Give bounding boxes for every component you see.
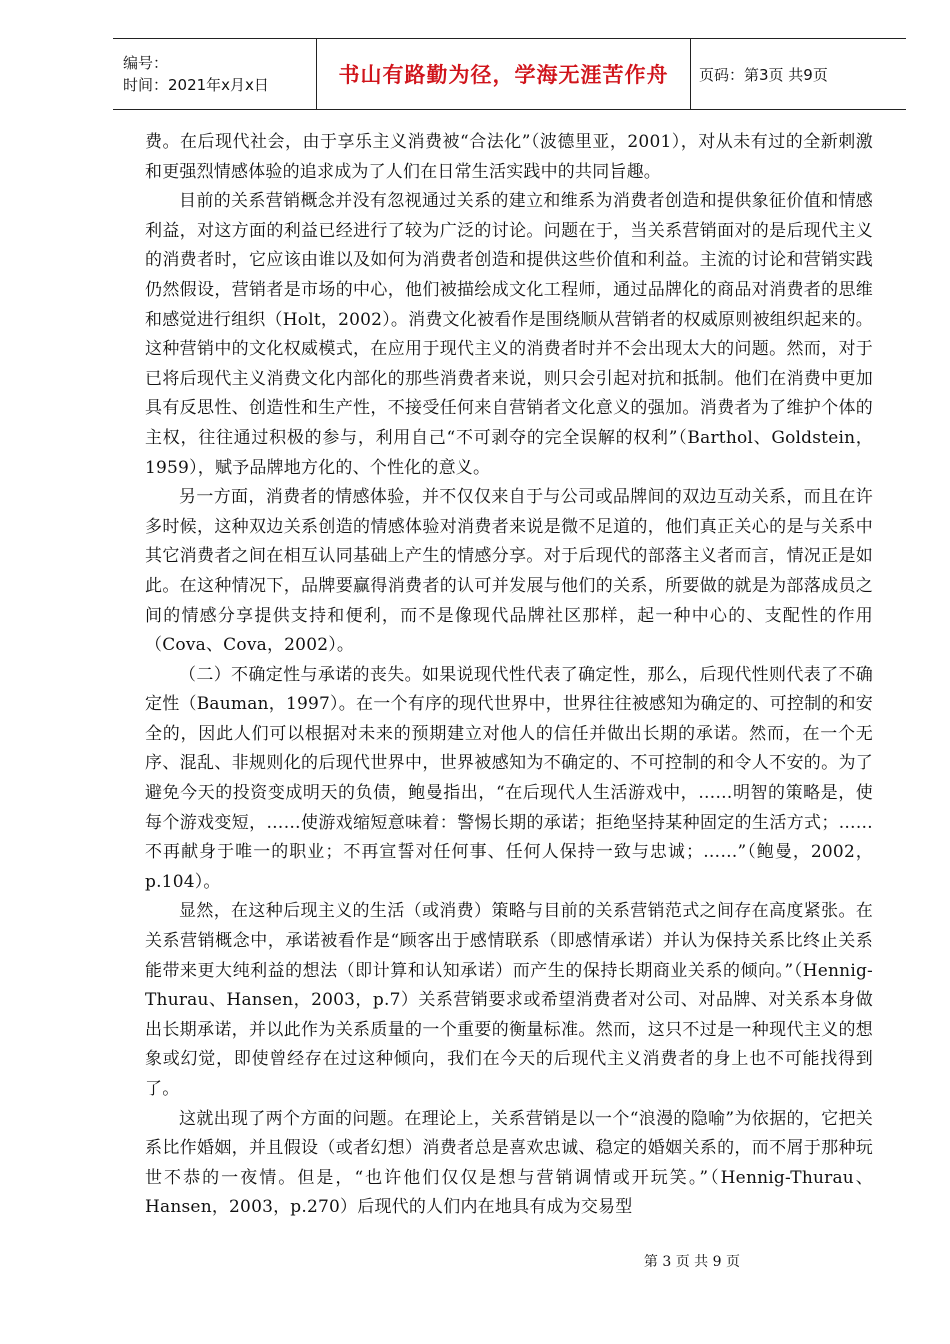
paragraph: 显然，在这种后现主义的生活（或消费）策略与目前的关系营销范式之间存在高度紧张。在关系营销概念中，承诺被看作是“顾客出于感情联系（即感情承诺）并认为保持关系比终止关系能带来更大纯利益的想法（即计算和认知承诺）而产生的保持长期商业关系的倾向。”（Hennig-Thurau、Hansen，2003，p.7）关系营销要求或希望消费者对公司、对品牌、对关系本身做出长期承诺，并以此作为关系质量的一个重要的衡量标准。然而，这只不过是一种现代主义的想象或幻觉，即使曾经存在过这种倾向，我们在今天的后现代主义消费者的身上也不可能找得到了。 [145, 901, 873, 1099]
header-motto: 书山有路勤为径，学海无涯苦作舟 [316, 39, 691, 109]
paragraph: 费。在后现代社会，由于享乐主义消费被“合法化”（波德里亚，2001），对从未有过的全新刺激和更强烈情感体验的追求成为了人们在日常生活实践中的共同旨趣。 [145, 132, 873, 182]
time-label: 时间：2021年x月x日 [123, 76, 269, 94]
paragraph: 这就出现了两个方面的问题。在理论上，关系营销是以一个“浪漫的隐喻”为依据的，它把关系比作婚姻，并且假设（或者幻想）消费者总是喜欢忠诚、稳定的婚姻关系的，而不屑于那种玩世不恭的一夜情。但是，“也许他们仅仅是想与营销调情或开玩笑。”（Hennig-Thurau、Hansen，2003，p.270）后现代的人们内在地具有成为交易型 [145, 1108, 873, 1218]
header-page-label: 页码：第3页 共9页 [699, 65, 828, 84]
document-body [145, 128, 873, 1223]
page-footer: 第 3 页 共 9 页 [643, 1254, 740, 1270]
code-label: 编号： [123, 54, 169, 72]
page-header [113, 38, 906, 110]
header-meta [113, 39, 316, 109]
paragraph: （二）不确定性与承诺的丧失。如果说现代性代表了确定性，那么，后现代性则代表了不确定性（Bauman，1997）。在一个有序的现代世界中，世界往往被感知为确定的、可控制的和安全的，因此人们可以根据对未来的预期建立对他人的信任并做出长期的承诺。然而，在一个无序、混乱、非规则化的后现代世界中，世界被感知为不确定的、不可控制的和令人不安的。为了避免今天的投资变成明天的负债，鲍曼指出，“在后现代人生活游戏中，……明智的策略是，使每个游戏变短，……使游戏缩短意味着：警惕长期的承诺；拒绝坚持某种固定的生活方式；……不再献身于唯一的职业；不再宣誓对任何事、任何人保持一致与忠诚；……”（鲍曼，2002，p.104）。 [145, 664, 873, 892]
paragraph: 另一方面，消费者的情感体验，并不仅仅来自于与公司或品牌间的双边互动关系，而且在许多时候，这种双边关系创造的情感体验对消费者来说是微不足道的，他们真正关心的是与关系中其它消费者之间在相互认同基础上产生的情感分享。对于后现代的部落主义者而言，情况正是如此。在这种情况下，品牌要赢得消费者的认可并发展与他们的关系，所要做的就是为部落成员之间的情感分享提供支持和便利，而不是像现代品牌社区那样，起一种中心的、支配性的作用（Cova、Cova，2002）。 [145, 487, 873, 656]
paragraph: 目前的关系营销概念并没有忽视通过关系的建立和维系为消费者创造和提供象征价值和情感利益，对这方面的利益已经进行了较为广泛的讨论。问题在于，当关系营销面对的是后现代主义的消费者时，它应该由谁以及如何为消费者创造和提供这些价值和利益。主流的讨论和营销实践仍然假设，营销者是市场的中心，他们被描绘成文化工程师，通过品牌化的商品对消费者的思维和感觉进行组织（Holt，2002）。消费文化被看作是围绕顺从营销者的权威原则被组织起来的。这种营销中的文化权威模式，在应用于现代主义的消费者时并不会出现太大的问题。然而，对于已将后现代主义消费文化内部化的那些消费者来说，则只会引起对抗和抵制。他们在消费中更加具有反思性、创造性和生产性，不接受任何来自营销者文化意义的强加。消费者为了维护个体的主权，往往通过积极的参与，利用自己“不可剥夺的完全误解的权利”（Barthol、Goldstein，1959），赋予品牌地方化的、个性化的意义。 [145, 191, 873, 478]
